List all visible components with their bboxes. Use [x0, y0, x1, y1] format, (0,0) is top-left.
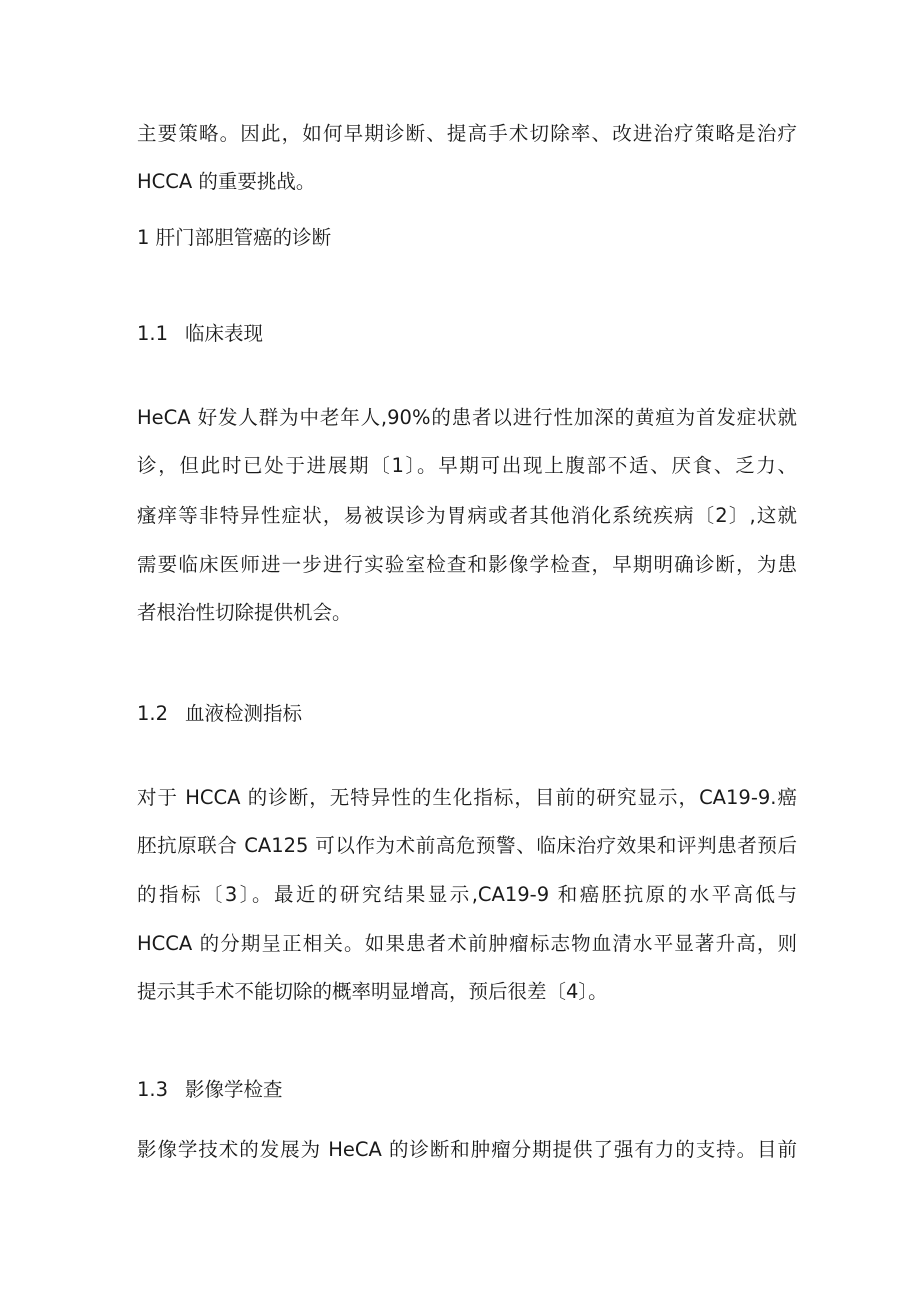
section-1-1-line-5: 者根治性切除提供机会。	[137, 601, 352, 624]
section-1-2-title: 血液检测指标	[185, 702, 303, 725]
section-1-1-line-3: 瘙痒等非特异性症状，易被误诊为胃病或者其他消化系统疾病〔2〕,这就	[137, 504, 797, 527]
intro-line-2: HCCA 的重要挑战。	[137, 170, 316, 193]
section-1-3-number: 1.3	[137, 1078, 169, 1101]
section-1-2-line-1: 对于 HCCA 的诊断，无特异性的生化指标，目前的研究显示，CA19-9.癌	[137, 786, 797, 809]
section-1-2-line-2: 胚抗原联合 CA125 可以作为术前高危预警、临床治疗效果和评判患者预后	[137, 834, 797, 857]
section-1-2-line-4: HCCA 的分期呈正相关。如果患者术前肿瘤标志物血清水平显著升高，则	[137, 932, 797, 955]
section-1-1-line-2: 诊，但此时已处于进展期〔1〕。早期可出现上腹部不适、厌食、乏力、	[137, 454, 797, 477]
section-1-title: 1 肝门部胆管癌的诊断	[137, 226, 332, 249]
section-1-3-title: 影像学检查	[185, 1078, 283, 1101]
intro-line-1: 主要策略。因此，如何早期诊断、提高手术切除率、改进治疗策略是治疗	[137, 122, 797, 145]
section-1-1-line-1: HeCA 好发人群为中老年人,90%的患者以进行性加深的黄疸为首发症状就	[137, 406, 797, 429]
section-1-1-title: 临床表现	[185, 322, 264, 345]
section-1-2-line-3: 的指标〔3〕。最近的研究结果显示,CA19-9 和癌胚抗原的水平高低与	[137, 883, 797, 906]
section-1-2-line-5: 提示其手术不能切除的概率明显增高，预后很差〔4〕。	[137, 980, 608, 1003]
section-1-1-heading	[137, 320, 263, 348]
section-1-1-number: 1.1	[137, 322, 169, 345]
section-1-1-line-4: 需要临床医师进一步进行实验室检查和影像学检查，早期明确诊断，为患	[137, 553, 797, 576]
section-1-3-heading	[137, 1076, 283, 1104]
section-1-2-number: 1.2	[137, 702, 169, 725]
section-1-2-heading	[137, 700, 302, 728]
section-1-3-line-1: 影像学技术的发展为 HeCA 的诊断和肿瘤分期提供了强有力的支持。目前	[137, 1138, 797, 1161]
